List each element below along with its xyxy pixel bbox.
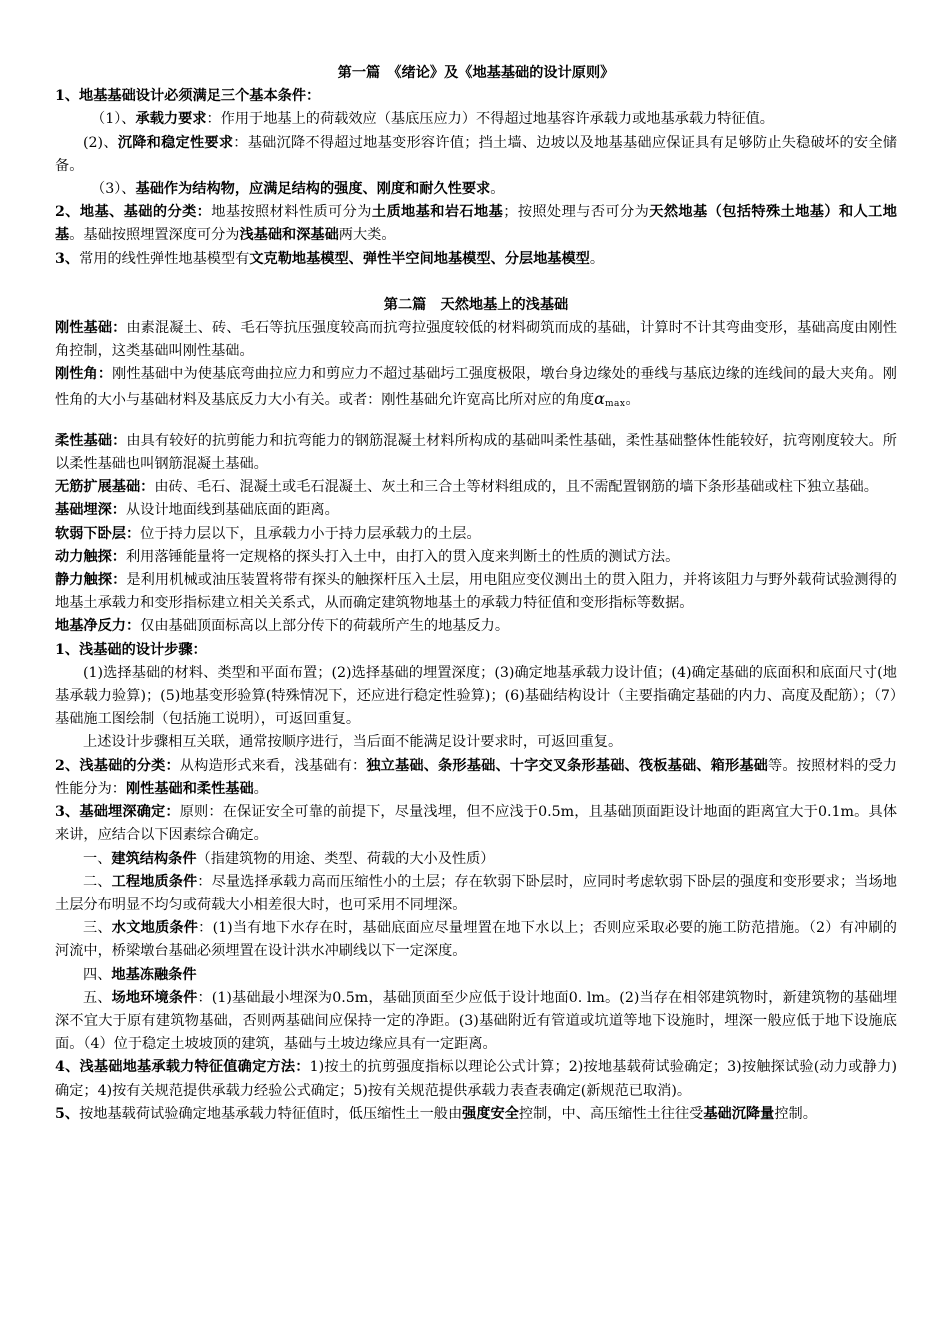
q3-bold-1: 文克勒地基模型、弹性半空间地基模型、分层地基模型 xyxy=(249,250,590,267)
term-rigid-angle: 刚性角： xyxy=(55,366,113,383)
alpha-subscript: max xyxy=(604,398,626,409)
q1-item1-text: ：作用于地基上的荷载效应（基底压应力）不得超过地基容许承载力或地基承载力特征值。 xyxy=(206,111,774,128)
term-net-reaction: 地基净反力： xyxy=(55,618,141,635)
factor-4-prefix: 四、 xyxy=(83,966,112,983)
text-rigid-foundation: 由素混凝土、砖、毛石等抗压强度较高而抗弯拉强度较低的材料砌筑而成的基础，计算时不计其弯曲变形，基础高度由刚性角控制，这类基础叫刚性基础。 xyxy=(55,320,897,360)
factor-1-prefix: 一、 xyxy=(83,850,112,867)
q3-text-2: 。 xyxy=(589,250,605,267)
s1-note: 上述设计步骤相互关联，通常按顺序进行，当后面不能满足设计要求时，可返回重复。 xyxy=(83,734,623,751)
s2-bold-2: 刚性基础和柔性基础 xyxy=(125,780,254,797)
def-embed-depth xyxy=(55,499,897,522)
s1-heading: 1、浅基础的设计步骤： xyxy=(55,641,207,658)
s5-label: 5、 xyxy=(55,1105,80,1122)
text-flexible-foundation: 由具有较好的抗剪能力和抗弯能力的钢筋混凝土材料所构成的基础叫柔性基础，柔性基础整体性能较好，抗弯刚度较大。所以柔性基础也叫钢筋混凝土基础。 xyxy=(55,432,897,473)
q2-bold-3: 浅基础和深基础 xyxy=(239,227,339,244)
text-weak-underlayer: 位于持力层以下，且承载力小于持力层承载力的土层。 xyxy=(140,525,481,542)
factor-2 xyxy=(55,871,897,917)
term-rigid-foundation: 刚性基础： xyxy=(55,320,127,337)
factor-3-prefix: 三、 xyxy=(83,920,112,937)
section-gap xyxy=(55,271,897,294)
term-weak-underlayer: 软弱下卧层： xyxy=(55,525,141,542)
q3-text-1: 常用的线性弹性地基模型有 xyxy=(79,250,250,267)
factor-1 xyxy=(55,848,897,871)
s2-text-1: 从构造形式来看，浅基础有： xyxy=(179,757,367,774)
factor-5-text: ：(1)基础最小埋深为0.5m，基础顶面至少应低于设计地面0. lm。(2)当存在相邻建筑物时，新建筑物的基础埋深不宜大于原有建筑物基础，否则两基础间应保持一定的净距。(3)基础附近有管道或坑道等地下设施时，埋深一般应低于地下设施底面。（4）位于稳定土坡坡顶的建筑，基础与土坡边缘应具有一定距离。 xyxy=(55,989,897,1053)
q1-item2-text: ：基础沉降不得超过地基变形容许值；挡土墙、边坡以及地基基础应保证具有足够防止失稳破坏的安全储备。 xyxy=(55,134,897,174)
q2-label: 2、地基、基础的分类： xyxy=(55,204,212,221)
q2-text-1: 地基按照材料性质可分为 xyxy=(211,204,372,221)
q2-bold-2: 天然地基（包括特殊土地基）和人工地基 xyxy=(55,204,897,244)
factor-2-bold: 工程地质条件 xyxy=(111,873,198,890)
q2-text-4: 两大类。 xyxy=(338,227,396,244)
factor-5-prefix: 五、 xyxy=(83,989,112,1006)
text-rigid-angle-end: 。 xyxy=(625,391,640,408)
term-dynamic-penetration: 动力触探： xyxy=(55,548,126,565)
term-embed-depth: 基础埋深： xyxy=(55,502,126,519)
q1-item2-prefix: (2)、 xyxy=(83,134,118,151)
q3-paragraph xyxy=(55,248,897,271)
q1-item3-bold: 基础作为结构物，应满足结构的强度、刚度和耐久性要求 xyxy=(135,181,491,198)
text-net-reaction: 仅由基础顶面标高以上部分传下的荷载所产生的地基反力。 xyxy=(140,618,510,635)
factor-2-prefix: 二、 xyxy=(83,873,112,890)
s4-paragraph xyxy=(55,1056,897,1102)
part2-title: 第二篇 天然地基上的浅基础 xyxy=(383,296,569,313)
paragraph-gap xyxy=(55,416,897,430)
s5-text-2: 控制，中、高压缩性土往往受 xyxy=(518,1105,704,1122)
q1-item3-text: 。 xyxy=(490,181,505,198)
q1-item3 xyxy=(55,178,897,201)
q3-label: 3、 xyxy=(55,250,80,267)
s3-label: 3、基础埋深确定： xyxy=(55,804,180,821)
def-weak-underlayer xyxy=(55,523,897,546)
document-body xyxy=(55,62,897,1126)
s3-paragraph xyxy=(55,801,897,847)
part1-title: 第一篇 《绪论》及《地基基础的设计原则》 xyxy=(337,65,615,81)
factor-1-bold: 建筑结构条件 xyxy=(111,850,197,867)
q2-paragraph xyxy=(55,201,897,247)
s5-paragraph xyxy=(55,1103,897,1126)
s4-label: 4、浅基础地基承载力特征值确定方法： xyxy=(55,1059,310,1076)
s2-label: 2、浅基础的分类： xyxy=(55,757,180,774)
q1-item2-bold: 沉降和稳定性要求 xyxy=(117,134,234,151)
text-unreinforced-foundation: 由砖、毛石、混凝土或毛石混凝土、灰土和三合土等材料组成的，且不需配置钢筋的墙下条形基础或柱下独立基础。 xyxy=(154,479,878,496)
term-static-penetration: 静力触探： xyxy=(55,572,127,589)
text-embed-depth: 从设计地面线到基础底面的距离。 xyxy=(125,502,339,519)
s2-paragraph xyxy=(55,755,897,801)
factor-4 xyxy=(55,964,897,987)
s2-text-2: 等。按照材料的受力性能分为： xyxy=(55,757,897,797)
def-static-penetration xyxy=(55,569,897,615)
s1-steps: (1)选择基础的材料、类型和平面布置；(2)选择基础的埋置深度；(3)确定地基承载力设计值；(4)确定基础的底面积和底面尺寸(地基承载力验算)；(5)地基变形验算(特殊情况下，还应进行稳定性验算)；(6)基础结构设计（主要指确定基础的内力、高度及配筋）；（7）基础施工图绘制（包括施工说明），可返回重复。 xyxy=(55,664,897,728)
factor-4-bold: 地基冻融条件 xyxy=(111,966,197,983)
alpha-symbol: α xyxy=(594,388,605,408)
s2-text-3: 。 xyxy=(253,780,268,797)
term-unreinforced-foundation: 无筋扩展基础： xyxy=(55,479,155,496)
factor-5-bold: 场地环境条件 xyxy=(111,989,198,1006)
s5-bold-2: 基础沉降量 xyxy=(703,1105,775,1122)
factor-1-text: （指建筑物的用途、类型、荷载的大小及性质） xyxy=(196,850,495,867)
q1-item3-prefix: （3）、 xyxy=(91,181,136,198)
s2-bold-1: 独立基础、条形基础、十字交叉条形基础、筏板基础、箱形基础 xyxy=(366,757,769,774)
q1-item1 xyxy=(55,108,897,131)
q2-bold-1: 土质地基和岩石地基 xyxy=(371,204,504,221)
text-dynamic-penetration: 利用落锤能量将一定规格的探头打入土中，由打入的贯入度来判断土的性质的测试方法。 xyxy=(125,548,680,565)
def-unreinforced-foundation xyxy=(55,476,897,499)
factor-3-text: ：(1)当有地下水存在时，基础底面应尽量埋置在地下水以上；否则应采取必要的施工防范措施。（2）有冲刷的河流中，桥梁墩台基础必须埋置在设计洪水冲刷线以下一定深度。 xyxy=(55,920,897,960)
term-flexible-foundation: 柔性基础： xyxy=(55,432,127,449)
def-net-reaction xyxy=(55,615,897,638)
factor-3 xyxy=(55,917,897,963)
factor-2-text: ：尽量选择承载力高而压缩性小的土层；存在软弱下卧层时，应同时考虑软弱下卧层的强度和变形要求；当场地土层分布明显不均匀或荷载大小相差很大时，也可采用不同埋深。 xyxy=(55,873,897,913)
def-rigid-angle xyxy=(55,363,897,415)
q1-heading: 1、地基基础设计必须满足三个基本条件： xyxy=(55,88,321,105)
s3-text: 原则：在保证安全可靠的前提下，尽量浅埋，但不应浅于0.5m，且基础顶面距设计地面的距离宜大于0.1m。具体来讲，应结合以下因素综合确定。 xyxy=(55,804,898,844)
q2-text-3: 。基础按照埋置深度可分为 xyxy=(69,227,240,244)
text-rigid-angle: 刚性基础中为使基底弯曲拉应力和剪应力不超过基础圬工强度极限，墩台身边缘处的垂线与基底边缘的连线间的最大夹角。刚性角的大小与基础材料及基底反力大小有关。或者：刚性基础允许宽高比所对应的角度 xyxy=(55,366,897,408)
q1-item1-bold: 承载力要求 xyxy=(135,111,207,128)
def-dynamic-penetration xyxy=(55,546,897,569)
s5-text-1: 按地基载荷试验确定地基承载力特征值时，低压缩性土一般由 xyxy=(79,1105,463,1122)
q1-item2 xyxy=(55,132,897,178)
q1-item1-prefix: （1）、 xyxy=(91,111,136,128)
s5-text-3: 控制。 xyxy=(774,1105,817,1122)
s5-bold-1: 强度安全 xyxy=(462,1105,519,1122)
q2-text-2: ；按照处理与否可分为 xyxy=(503,204,650,221)
s4-text: 1)按土的抗剪强度指标以理论公式计算；2)按地基载荷试验确定；3)按触探试验(动力或静力)确定；4)按有关规范提供承载力经验公式确定；5)按有关规范提供承载力表查表确定(新规范已取消)。 xyxy=(55,1059,897,1099)
factor-5 xyxy=(55,987,897,1057)
def-rigid-foundation xyxy=(55,317,897,363)
factor-3-bold: 水文地质条件 xyxy=(111,920,199,937)
text-static-penetration: 是利用机械或油压装置将带有探头的触探杆压入土层，用电阻应变仪测出土的贯入阻力，并将该阻力与野外载荷试验测得的地基土承载力和变形指标建立相关关系式，从而确定建筑物地基土的承载力特征值和变形指标等数据。 xyxy=(55,572,897,612)
def-flexible-foundation xyxy=(55,430,897,476)
